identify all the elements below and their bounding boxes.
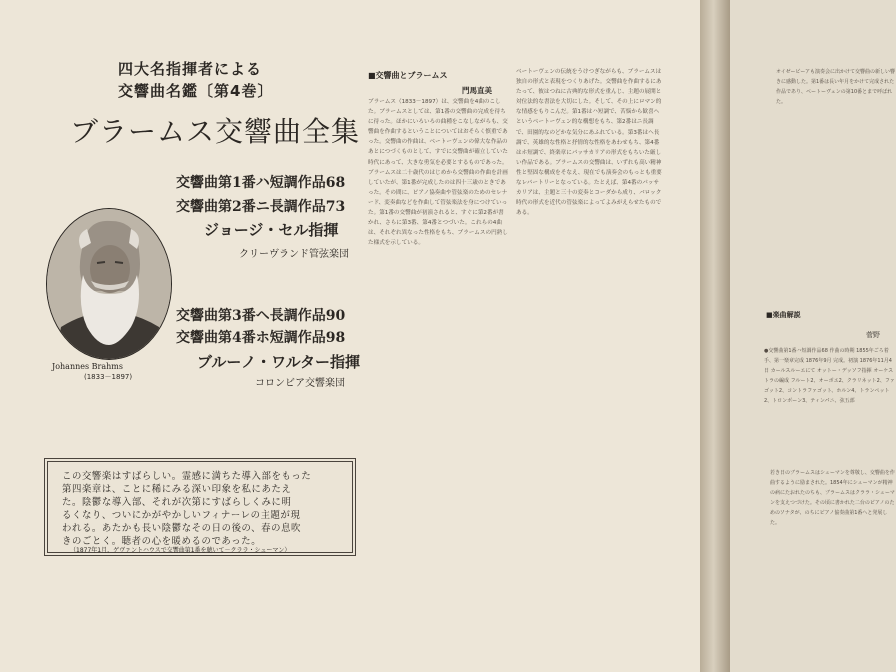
portrait-caption-name: Johannes Brahms	[52, 362, 123, 371]
work-symphony-3: 交響曲第3番ヘ長調作品90	[176, 308, 346, 324]
essay-column-1: ブラームス（1833－1897）は、交響曲を4曲のこした。ブラームスとしては、第1番の交響曲の完成を待ちに待った。ほかにいろいろの曲種をこなしながらも、交響曲を作曲するということについてはおそらく慎重であった。交響曲の作曲は、ベートーヴェンの偉大な作品のあとにつづくものとして、すでに交響曲が確立していた時代にあって、大きな勇気を必要とするものであった。ブラームスは二十歳代のはじめから交響曲の作曲を計画していたが、第1番が完成したのは四十三歳のときであった。その間に、ピアノ協奏曲や管弦楽のためのセレナード、変奏曲などを作曲して管弦楽法を身につけていった。第1番の交響曲が初演されると、すぐに第2番が書かれ、さらに第3番、第4番とつづいた。これらの4曲は、それぞれ異なった性格をもち、ブラームスの円熟した様式を示している。	[368, 99, 508, 247]
essay-author: 門馬直美	[462, 86, 492, 95]
portrait-caption-years: (1833－1897)	[84, 373, 133, 381]
album-title: ブラームス交響曲全集	[70, 115, 361, 148]
quote-line: われる。あたかも長い陰鬱なその日の後の、春の息吹	[62, 523, 302, 534]
brahms-portrait	[46, 208, 172, 360]
series-line-1: 四大名指揮者による	[118, 60, 263, 78]
work-symphony-1: 交響曲第1番ハ短調作品68	[176, 175, 346, 191]
quote-line: この交響楽はすばらしい。霊感に満ちた導入部をもった	[62, 471, 312, 482]
orchestra-columbia: コロンビア交響楽団	[255, 378, 345, 389]
quote-line: 第四楽章は、ことに稀にみる深い印象を私にあたえ	[62, 484, 292, 495]
right-page-column-3: 若き日のブラームスはシューマンを尊敬し、交響曲を作曲するように励まされた。1854年にシューマンが精神の病にたおれたのちも、ブラームスはクララ・シューマンを支えつづけた。その頃に書かれた二台のピアノのためのソナタが、のちにピアノ協奏曲第1番へと発展した。	[770, 470, 895, 526]
clara-schumann-quote-box	[44, 458, 356, 556]
right-page-column-2: ●交響曲第1番ハ短調作品68 作曲の時期 1855年ごろ着手、第一楽章完成 1876年9月 完成。初演 1876年11月4日 カールスルーエにて オットー・デッソフ指揮 オーケストラの編成 フルート2、オーボエ2、クラリネット2、ファゴット2、コントラファゴット、ホルン4、トランペット2、トロンボーン3、ティンパニ、弦五部	[764, 348, 895, 404]
conductor-szell: ジョージ・セル指揮	[204, 221, 339, 239]
conductor-walter: ブルーノ・ワルター指揮	[197, 353, 361, 371]
work-symphony-4: 交響曲第4番ホ短調作品98	[176, 330, 346, 346]
quote-line: きのごとく。聴者の心を暖めるのであった。	[62, 536, 262, 547]
album-spine-fold	[700, 0, 730, 672]
commentary-author: 菅野	[866, 331, 880, 339]
essay-heading: ■交響曲とブラームス	[368, 71, 448, 80]
orchestra-cleveland: クリーヴランド管弦楽団	[239, 249, 349, 260]
series-line-2: 交響曲名鑑〔第4巻〕	[118, 82, 274, 100]
work-symphony-2: 交響曲第2番ニ長調作品73	[176, 199, 346, 215]
quote-line: た。陰鬱な導入部、それが次第にすばらしくみに明	[62, 497, 292, 508]
album-liner-right-page	[730, 0, 896, 672]
portrait-drawing	[47, 209, 171, 359]
essay-column-2: ベートーヴェンの伝統をうけつぎながらも、ブラームスは独自の形式と表現をつくりあげた。交響曲を作曲するにあたって、彼はつねに古典的な形式を重んじ、主題の展開と対位法的な書法を大切にした。そして、その上にロマン的な情感をもりこんだ。第1番はハ短調で、苦悩から歓喜へというベートーヴェン的な構想をもち、第2番はニ長調で、田園的なのどかな気分にあふれている。第3番はヘ長調で、英雄的な性格と抒情的な性格をあわせもち、第4番はホ短調で、終楽章にパッサカリアの形式をもちいた厳しい作品である。ブラームスの交響曲は、いずれも高い精神性と堅固な構成をそなえ、現在でも演奏会のもっとも重要なレパートリーとなっている。たとえば、第4番のパッサカリアは、主題と三十の変奏とコーダから成り、バロック時代の形式を近代の管弦楽によってよみがえらせたものである。	[516, 69, 662, 217]
quote-line: るくなり、ついにかがやかしいフィナーレの主題が現	[62, 510, 301, 521]
right-page-column-1: オイゼービーアも演奏会に出かけて交響曲の新しい響きに感動した。第1番は長い年月をかけて完成された作品であり、ベートーヴェンの第10番とまで呼ばれた。	[776, 69, 895, 105]
quote-source: （1877年1月、ゲヴァントハウスで交響曲第1番を聴いて－クララ・シューマン）	[70, 547, 291, 554]
commentary-heading: ■楽曲解説	[766, 311, 801, 319]
